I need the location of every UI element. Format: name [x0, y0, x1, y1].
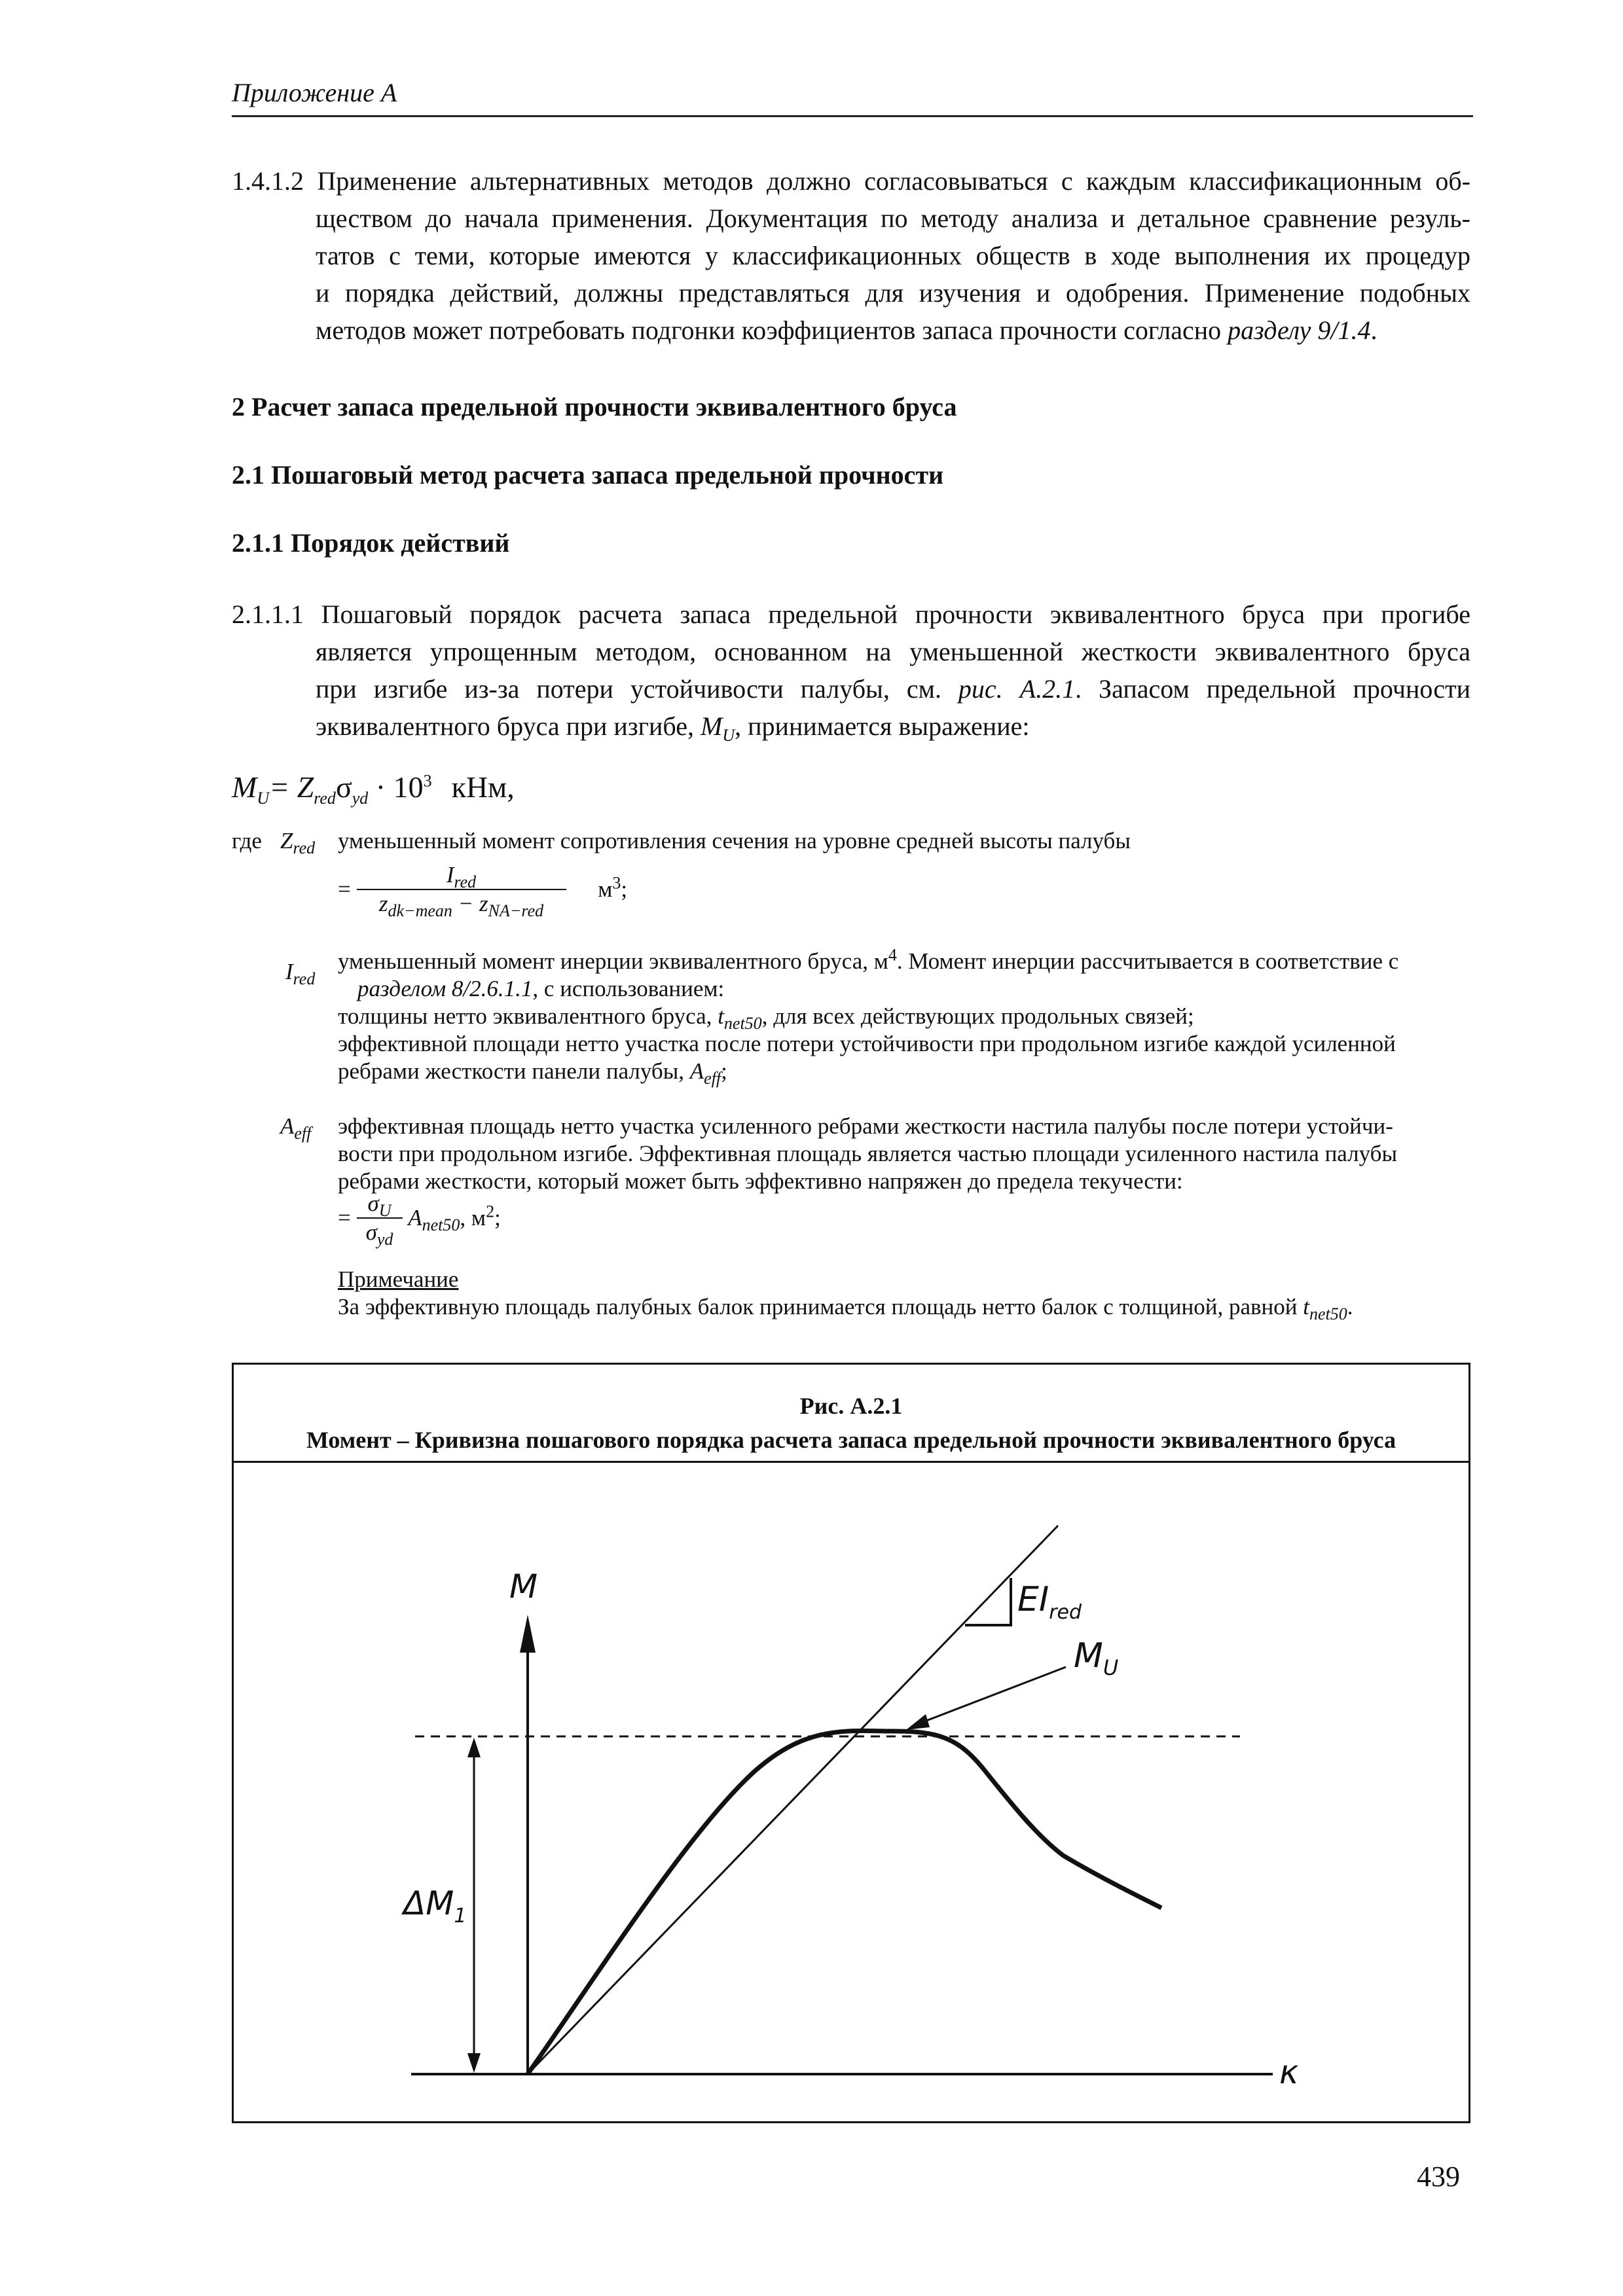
m-axis-label: M — [509, 1568, 538, 1605]
figure-reference: рис. A.2.1 — [958, 674, 1076, 704]
para-2111-line-3: при изгибе из-за потери устойчивости палубы, см. рис. A.2.1. Запасом предельной прочности — [316, 674, 1470, 704]
para-1412-line-1: 1.4.1.2 Применение альтернативных методов должно согласовываться с каждым классификационным об- — [232, 166, 1470, 196]
mu-label: $M_U$ — [1074, 1636, 1119, 1680]
zred-fraction: = $\frac{I_{red}}{z_{dk-mean} - z_{NA-red}}$ $м^3$; — [338, 862, 628, 920]
cross-reference: разделу 9/1.4 — [1228, 315, 1371, 345]
figure-title: Момент – Кривизна пошагового порядка расчета запаса предельной прочности эквивалентного бруса — [306, 1427, 1396, 1453]
para-1412-line-4: и порядка действий, должны представляться для изучения и одобрения. Применение подобных — [316, 278, 1470, 308]
where-label: где — [232, 828, 262, 853]
ei-red-label: $EI_{red}$ — [1017, 1580, 1082, 1624]
ired-definition: уменьшенный момент инерции эквивалентного бруса, $м^4$. Момент инерции рассчитывается в соответствие с разделом 8/2.6.1.1, с использованием: толщины нетто эквивалентного бруса, $t_{net50}$, для всех действующих продольных связей; эффективной площади нетто участка после потери устойчивости при продольном изгибе каждой усиленной ребрами жесткости панели палубы, $A_{eff}$; — [338, 948, 1470, 1085]
ired-item-2: эффективной площади нетто участка после потери устойчивости при продольном изгибе каждой усиленной — [338, 1031, 1396, 1056]
note-text: За эффективную площадь палубных балок принимается площадь нетто балок с толщиной, равной $t_{net50}$. — [338, 1294, 1353, 1323]
ired-item-1: толщины нетто эквивалентного бруса, $t_{net50}$, для всех действующих продольных связей; — [338, 1003, 1194, 1033]
heading-2-1-1: 2.1.1 Порядок действий — [232, 528, 510, 558]
stiffness-tangent — [528, 1526, 1058, 2074]
para-1412-line-2: ществом до начала применения. Документация по методу анализа и детальное сравнение резуль- — [316, 204, 1470, 233]
paragraph-2-1-1-1 — [232, 596, 1470, 745]
slope-triangle — [965, 1578, 1011, 1625]
delta-m-arrow-top — [467, 1738, 481, 1757]
m-axis-arrowhead — [520, 1615, 536, 1653]
moment-curvature-diagram — [232, 1463, 1470, 2121]
header-rule — [232, 115, 1473, 117]
para-2111-line-1: 2.1.1.1 Пошаговый порядок расчета запаса предельной прочности эквивалентного бруса при прогибе — [232, 600, 1470, 629]
mu-leader-arrowhead — [906, 1714, 930, 1730]
formula-mu: $M_U= Z_{red}\sigma_{yd} \cdot 10^3$ кНм, — [232, 770, 515, 808]
kappa-axis-label: κ — [1279, 2053, 1299, 2091]
aeff-fraction: = $\frac{\sigma_U}{\sigma_{yd}}$ $A_{net50}$, $м^2$; — [338, 1191, 501, 1249]
figure-caption — [232, 1389, 1470, 1457]
mu-leader — [913, 1667, 1066, 1726]
heading-2: 2 Расчет запаса предельной прочности эквивалентного бруса — [232, 392, 957, 422]
paragraph-1-4-1-2 — [232, 162, 1470, 349]
aeff-definition: эффективная площадь нетто участка усиленного ребрами жесткости настила палубы после потери устойчи- вости при продольном изгибе. Эффективная площадь является частью площади усиленного настила палубы ребрами жесткости, который может быть эффективно напряжен до предела текучести: — [338, 1113, 1397, 1194]
para-1412-line-3: татов с теми, которые имеются у классификационных обществ в ходе выполнения их процедур — [316, 241, 1470, 270]
para-2111-line-4: эквивалентного бруса при изгибе, $M_U$, принимается выражение: — [316, 711, 1030, 745]
para-1412-line-5: методов может потребовать подгонки коэффициентов запаса прочности согласно разделу 9/1.4. — [316, 315, 1377, 345]
delta-m-arrow-bottom — [467, 2053, 481, 2073]
ired-symbol: $I_{red}$ — [285, 959, 316, 988]
page-number: 439 — [1417, 2161, 1460, 2193]
running-header: Приложение A — [232, 78, 397, 107]
delta-m-label: $\Delta M_1$ — [403, 1884, 467, 1928]
aeff-symbol: $A_{eff}$ — [280, 1113, 312, 1143]
heading-2-1: 2.1 Пошаговый метод расчета запаса предельной прочности — [232, 460, 944, 490]
figure-number: Рис. A.2.1 — [799, 1393, 903, 1419]
zred-symbol: $Z_{red}$ — [280, 828, 316, 857]
para-2111-line-2: является упрощенным методом, основанном на уменьшенной жесткости эквивалентного бруса — [316, 637, 1470, 666]
moment-curvature-curve — [528, 1731, 1161, 2074]
zred-definition: уменьшенный момент сопротивления сечения на уровне средней высоты палубы — [338, 828, 1131, 853]
note-title: Примечание — [338, 1266, 459, 1292]
